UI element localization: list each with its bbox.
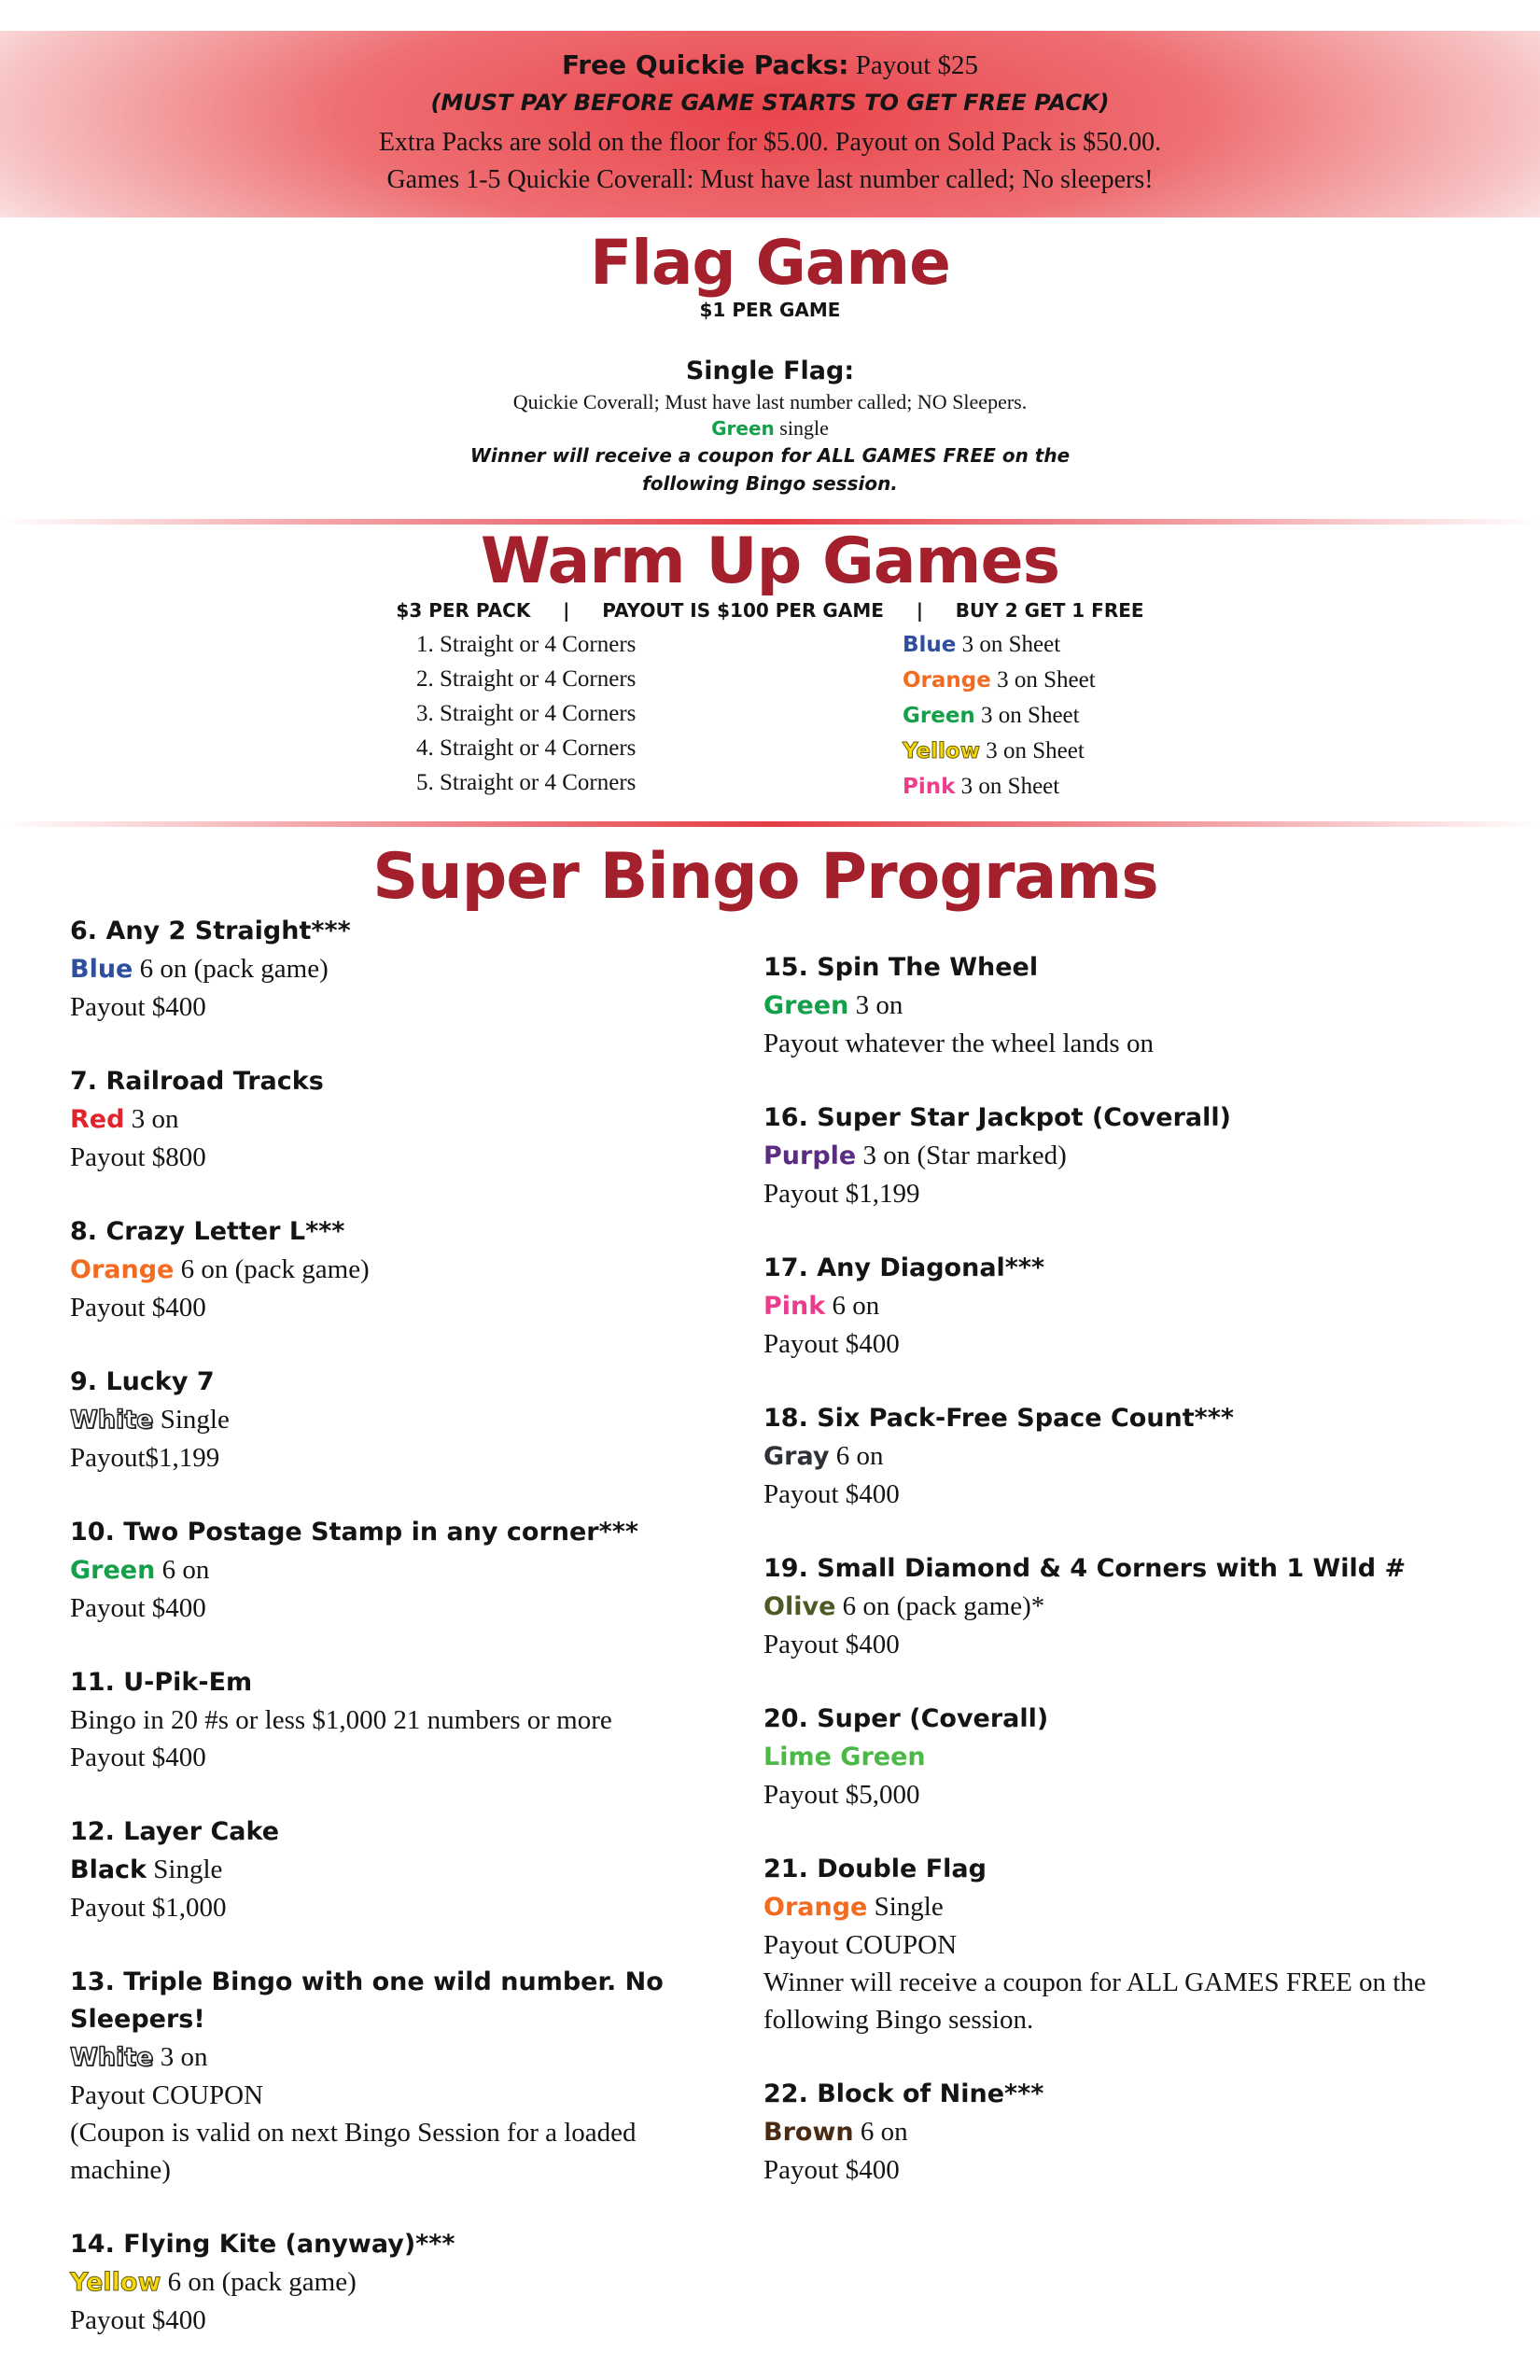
bingo-program-color: Yellow — [70, 2268, 161, 2297]
bingo-program-title: 17. Any Diagonal*** — [763, 1253, 1045, 1282]
bingo-program-detail: (Coupon is valid on next Bingo Session for a loaded machine) — [70, 2118, 637, 2185]
bingo-program-title: 20. Super (Coverall) — [763, 1704, 1049, 1733]
bingo-program-color-line — [70, 1851, 742, 1889]
bingo-program-sheets: 3 on — [855, 990, 903, 1020]
super-bingo-title: Super Bingo Programs — [372, 840, 1158, 914]
bingo-program-item — [70, 1063, 742, 1176]
single-flag-color-line — [0, 416, 1540, 441]
bingo-program-detail: Payout $400 — [70, 2305, 206, 2335]
bingo-program-title: 16. Super Star Jackpot (Coverall) — [763, 1103, 1231, 1132]
warm-up-game-color — [903, 663, 1096, 698]
bingo-program-item — [70, 1664, 742, 1776]
bingo-program-title: 7. Railroad Tracks — [70, 1067, 324, 1096]
bingo-program-detail: Payout COUPON — [763, 1930, 958, 1960]
bingo-program-title: 19. Small Diamond & 4 Corners with 1 Wild # — [763, 1554, 1407, 1583]
bingo-program-item — [70, 1813, 742, 1926]
bingo-program-color: Green — [763, 991, 849, 1020]
bingo-program-color-line — [763, 1137, 1491, 1175]
bingo-program-item — [763, 1851, 1491, 2038]
bingo-program-title: 14. Flying Kite (anyway)*** — [70, 2230, 455, 2259]
warm-up-game-color — [903, 734, 1096, 769]
warm-up-game-name: 4. Straight or 4 Corners — [416, 735, 637, 761]
bingo-program-title: 10. Two Postage Stamp in any corner*** — [70, 1518, 638, 1547]
warm-up-color-rest: 3 on Sheet — [961, 632, 1061, 657]
warm-up-color-label: Green — [903, 704, 975, 728]
bingo-program-detail: Payout $1,199 — [763, 1179, 920, 1209]
bingo-program-detail: Payout whatever the wheel lands on — [763, 1029, 1154, 1058]
warm-up-color-rest: 3 on Sheet — [981, 703, 1080, 728]
bingo-program-title: 8. Crazy Letter L*** — [70, 1217, 345, 1246]
bingo-program-color-line — [763, 1588, 1491, 1626]
bingo-program-title: 11. U-Pik-Em — [70, 1668, 253, 1697]
bingo-program-item — [763, 1250, 1491, 1363]
warm-up-color-rest: 3 on Sheet — [986, 738, 1085, 763]
bingo-program-sheets: 6 on (pack game) — [180, 1254, 370, 1284]
bingo-program-title: 22. Block of Nine*** — [763, 2079, 1044, 2108]
bingo-program-sheets: 6 on — [860, 2117, 908, 2147]
bingo-program-detail: Payout $400 — [763, 1630, 900, 1659]
bingo-program-color: Orange — [70, 1255, 175, 1284]
bingo-program-color: Green — [70, 1556, 156, 1585]
bingo-program-color-line — [763, 2113, 1491, 2151]
bingo-program-title: 13. Triple Bingo with one wild number. No Sleepers! — [70, 1967, 664, 2034]
warm-up-color-rest: 3 on Sheet — [960, 774, 1060, 799]
banner-line-1 — [0, 49, 1540, 81]
bingo-program-item — [70, 1514, 742, 1627]
bingo-program-item — [70, 913, 742, 1026]
bingo-program-detail: Payout $5,000 — [763, 1780, 920, 1810]
free-quickie-banner — [0, 31, 1540, 217]
bingo-program-item — [763, 2076, 1491, 2189]
bingo-program-item — [763, 1550, 1491, 1663]
bingo-program-item — [70, 1964, 742, 2189]
bingo-program-sheets: 6 on (pack game) — [139, 954, 329, 984]
bingo-program-item — [763, 949, 1491, 1062]
bingo-program-title: 6. Any 2 Straight*** — [70, 917, 351, 945]
bingo-program-sheets: 6 on — [832, 1291, 880, 1321]
bingo-program-color: Pink — [763, 1292, 826, 1321]
bingo-program-color-line — [763, 1437, 1491, 1476]
bingo-program-color: Brown — [763, 2118, 854, 2147]
warm-up-color-rest: 3 on Sheet — [997, 667, 1096, 693]
warm-up-color-label: Yellow — [903, 739, 980, 763]
bingo-program-color: Black — [70, 1855, 147, 1884]
warm-up-color-label: Blue — [903, 633, 957, 657]
banner-must-pay-note: (MUST PAY BEFORE GAME STARTS TO GET FREE PACK) — [430, 90, 1110, 116]
flag-game-price: $1 PER GAME — [699, 299, 841, 321]
bingo-program-sheets: 6 on — [161, 1555, 210, 1585]
bingo-program-color: Red — [70, 1105, 125, 1134]
bingo-program-color-line — [70, 1551, 742, 1589]
warm-up-game-color — [903, 627, 1096, 663]
bingo-program-detail: Payout $400 — [70, 1293, 206, 1323]
bingo-program-color: Lime Green — [763, 1743, 926, 1771]
bingo-program-item — [70, 1213, 742, 1326]
bingo-program-detail: Winner will receive a coupon for ALL GAMES FREE on the following Bingo session. — [763, 1967, 1426, 2035]
bingo-program-color: Blue — [70, 955, 133, 984]
bingo-program-color-line — [763, 1287, 1491, 1325]
bingo-program-detail: Payout $800 — [70, 1142, 206, 1172]
single-flag-winner-line-2: following Bingo session. — [642, 472, 898, 495]
banner-quickie-coverall-note: Games 1-5 Quickie Coverall: Must have last number called; No sleepers! — [386, 165, 1154, 194]
bingo-program-sheets: 6 on (pack game) — [167, 2267, 357, 2297]
banner-extra-packs-note: Extra Packs are sold on the floor for $5.00. Payout on Sold Pack is $50.00. — [378, 128, 1162, 157]
super-bingo-left-column — [70, 913, 742, 2376]
single-flag-title: Single Flag: — [685, 357, 855, 385]
bingo-program-color-line — [70, 2038, 742, 2077]
bingo-program-color-line — [70, 2263, 742, 2302]
divider-rule — [0, 821, 1540, 827]
bingo-program-item — [763, 1701, 1491, 1813]
bingo-program-sheets: Single — [153, 1855, 223, 1884]
flag-game-title: Flag Game — [590, 227, 950, 299]
warm-up-game-name: 1. Straight or 4 Corners — [416, 632, 637, 657]
bingo-program-item — [763, 1099, 1491, 1212]
bingo-program-sheets: 6 on — [835, 1441, 884, 1471]
banner-payout: Payout $25 — [855, 50, 979, 80]
bingo-program-sheets: Single — [874, 1892, 944, 1922]
bingo-program-title: 21. Double Flag — [763, 1855, 987, 1883]
bingo-program-color-line — [763, 1888, 1491, 1926]
bingo-program-sheets: Single — [160, 1405, 230, 1435]
single-flag-rules: Quickie Coverall; Must have last number called; NO Sleepers. — [512, 390, 1028, 413]
bingo-program-sheets: 6 on (pack game)* — [842, 1591, 1045, 1621]
bingo-program-color: Gray — [763, 1442, 830, 1471]
warm-up-color-label: Pink — [903, 775, 956, 799]
single-flag-color-rest: single — [779, 416, 829, 440]
warm-up-game-name: 2. Straight or 4 Corners — [416, 666, 637, 692]
bingo-program-item — [763, 1400, 1491, 1513]
warm-up-game-name: 5. Straight or 4 Corners — [416, 770, 637, 795]
single-flag-color: Green — [711, 417, 775, 440]
super-bingo-right-column — [763, 949, 1491, 2226]
warm-up-game-color — [903, 769, 1096, 805]
bingo-program-color-line — [70, 1251, 742, 1289]
warm-up-game-color — [903, 698, 1096, 734]
bingo-program-sheets: 3 on — [131, 1104, 179, 1134]
bingo-program-color: Purple — [763, 1141, 857, 1170]
bingo-program-detail: Payout $400 — [70, 992, 206, 1022]
bingo-program-detail: Bingo in 20 #s or less $1,000 21 numbers or more — [70, 1705, 612, 1735]
bingo-program-detail: Payout COUPON — [70, 2080, 264, 2110]
bingo-program-color-line — [70, 1401, 742, 1439]
bingo-program-color: Orange — [763, 1893, 868, 1922]
warm-up-game-name: 3. Straight or 4 Corners — [416, 701, 637, 726]
warm-up-color-label: Orange — [903, 668, 991, 693]
bingo-program-color: Olive — [763, 1592, 836, 1621]
bingo-program-color-line — [763, 987, 1491, 1025]
bingo-program-color-line — [70, 1100, 742, 1139]
warm-up-color-list — [903, 627, 1096, 805]
bingo-program-title: 9. Lucky 7 — [70, 1367, 215, 1396]
single-flag-winner-line-1: Winner will receive a coupon for ALL GAMES FREE on the — [469, 444, 1071, 467]
bingo-program-detail: Payout $400 — [763, 1329, 900, 1359]
warm-up-game-list — [416, 627, 636, 800]
bingo-program-detail: Payout $1,000 — [70, 1893, 227, 1923]
bingo-program-color: White — [70, 2043, 154, 2072]
bingo-program-title: 15. Spin The Wheel — [763, 953, 1039, 982]
bingo-program-color-line — [70, 950, 742, 988]
bingo-program-detail: Payout $400 — [763, 1479, 900, 1509]
bingo-program-sheets: 3 on — [160, 2042, 208, 2072]
bingo-program-title: 18. Six Pack-Free Space Count*** — [763, 1404, 1235, 1433]
bingo-program-item — [70, 1364, 742, 1477]
bingo-program-color-line — [763, 1738, 1491, 1776]
bingo-program-title: 12. Layer Cake — [70, 1817, 280, 1846]
bingo-program-detail: Payout $400 — [70, 1743, 206, 1772]
bingo-program-detail: Payout $400 — [70, 1593, 206, 1623]
bingo-program-item — [70, 2226, 742, 2339]
bingo-program-detail: Payout $400 — [763, 2155, 900, 2185]
bingo-program-sheets: 3 on (Star marked) — [862, 1141, 1067, 1170]
banner-free-quickie-label: Free Quickie Packs: — [561, 49, 849, 80]
warm-up-pricing-info: $3 PER PACK | PAYOUT IS $100 PER GAME | BUY 2 GET 1 FREE — [396, 599, 1144, 622]
bingo-program-detail: Payout$1,199 — [70, 1443, 220, 1473]
warm-up-games-title: Warm Up Games — [480, 525, 1060, 598]
bingo-program-color: White — [70, 1406, 154, 1435]
